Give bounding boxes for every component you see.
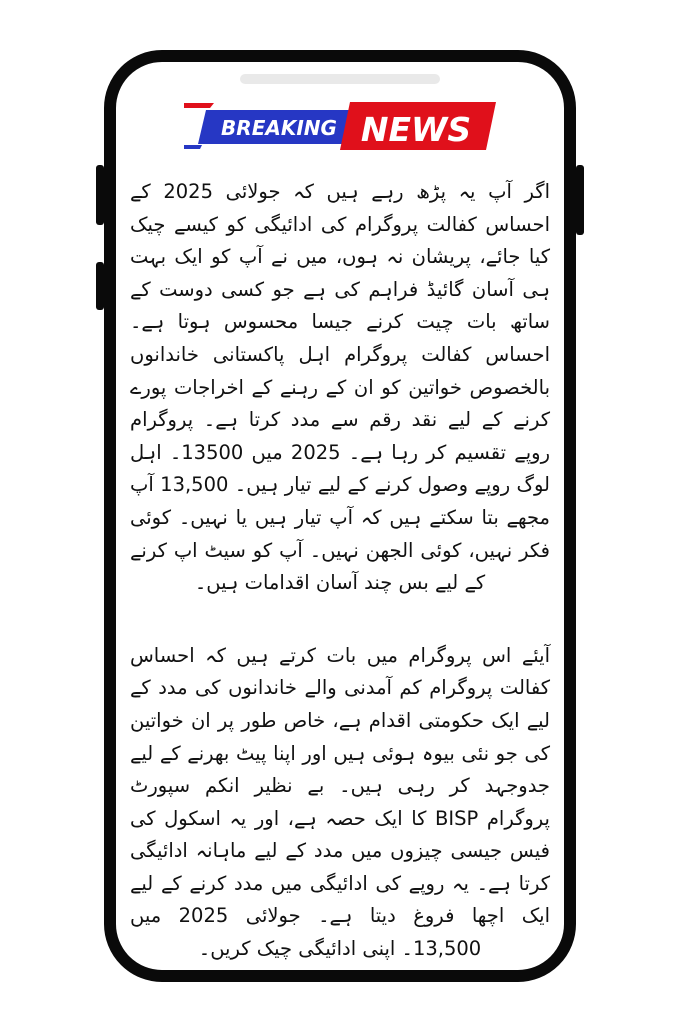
phone-volume-up-button — [96, 165, 104, 225]
article-paragraph: اگر آپ یہ پڑھ رہے ہیں کہ جولائی 2025 کے احساس کفالت پروگرام کی ادائیگی کو کیسے چیک کیا جائے، پریشان نہ ہوں، میں نے آپ کو ایک بہت ہی آسان گائیڈ فراہم کی ہے جو کسی دوست کے ساتھ بات چیت کرنے جیسا محسوس ہوتا ہے۔ احساس کفالت پروگرام اہل پاکستانی خاندانوں بالخصوص خواتین کو ان کے رہنے کے اخراجات پورے کرنے کے لیے نقد رقم سے مدد کرتا ہے۔ پروگرام روپے تقسیم کر رہا ہے۔ 2025 میں 13500۔ اہل لوگ روپے وصول کرنے کے لیے تیار ہیں۔ 13,500 آپ مجھے بتا سکتے ہیں کہ آپ تیار ہیں یا نہیں۔ کوئی فکر نہیں، کوئی الجھن نہیں۔ آپ کو سیٹ اپ کرنے کے لیے بس چند آسان اقدامات ہیں۔ — [130, 180, 550, 595]
article-paragraph: آیئے اس پروگرام میں بات کرتے ہیں کہ احساس کفالت پروگرام کم آمدنی والے خاندانوں کی مدد کے لیے ایک حکومتی اقدام ہے، خاص طور پر ان خواتین کی جو نئی بیوہ ہوئی ہیں اور اپنا پیٹ بھرنے کے لیے جدوجہد کر رہی ہیں۔ بے نظیر انکم سپورٹ پروگرام BISP کا ایک حصہ ہے، اور یہ اسکول کی فیس جیسی چیزوں میں مدد کے لیے ماہانہ ادائیگی کرتا ہے۔ یہ روپے کی ادائیگی میں مدد کرنے کے لیے ایک اچھا فروغ دیتا ہے۔ جولائی 2025 میں 13,500۔ اپنی ادائیگی چیک کریں۔ — [130, 643, 551, 961]
phone-volume-down-button — [96, 262, 104, 310]
logo-red-stripe-top — [184, 103, 214, 108]
breaking-news-logo — [184, 100, 496, 152]
breaking-text: BREAKING — [221, 116, 337, 140]
news-text: NEWS — [360, 110, 472, 149]
phone-power-button — [576, 165, 584, 235]
article-body — [130, 176, 550, 966]
phone-speaker-slot — [240, 74, 440, 84]
logo-blue-stripe-bottom — [184, 145, 202, 149]
